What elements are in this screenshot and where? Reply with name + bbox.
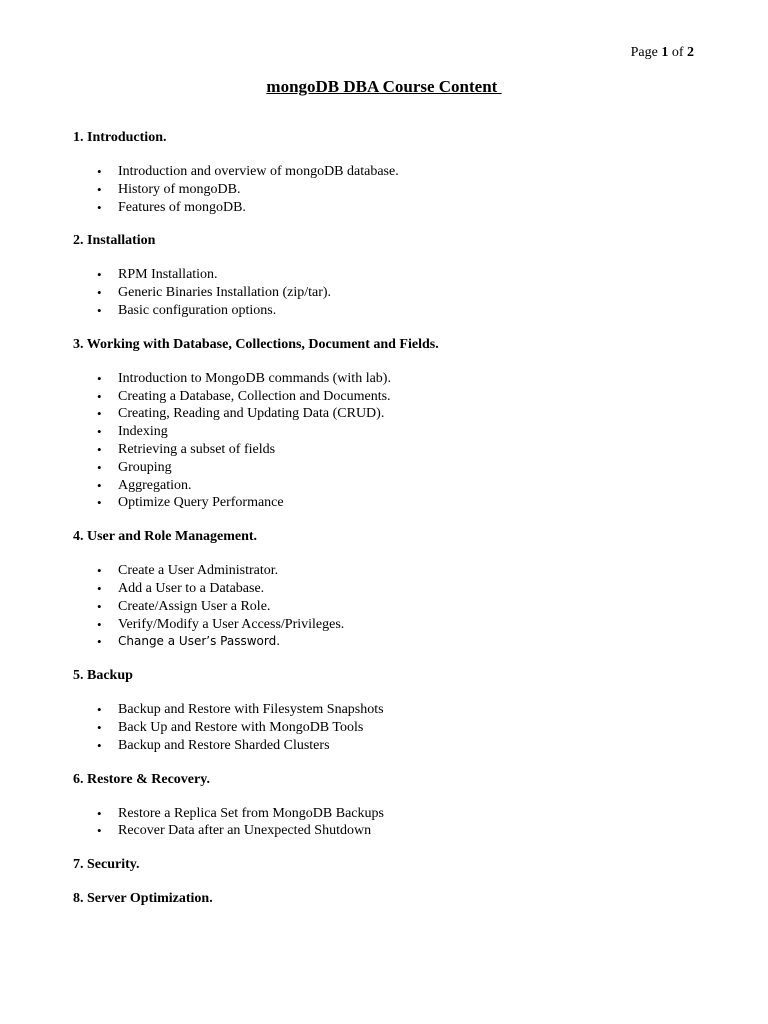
section-heading: 4. User and Role Management. bbox=[73, 529, 258, 545]
section-heading: 2. Installation bbox=[73, 233, 156, 249]
list-item-text: Change a User’s Password. bbox=[118, 634, 281, 649]
list-item bbox=[73, 477, 713, 495]
list-item-text: Backup and Restore Sharded Clusters bbox=[118, 737, 330, 753]
bullet-icon: • bbox=[97, 563, 102, 579]
bullet-icon: • bbox=[97, 459, 102, 475]
section-heading: 7. Security. bbox=[73, 857, 140, 873]
list-item bbox=[73, 459, 713, 477]
list-item bbox=[73, 199, 713, 217]
list-item bbox=[73, 737, 713, 755]
bullet-list bbox=[73, 562, 713, 651]
section-heading: 5. Backup bbox=[73, 668, 133, 684]
list-item-text: Backup and Restore with Filesystem Snapshots bbox=[118, 702, 384, 718]
list-item bbox=[73, 163, 713, 181]
bullet-icon: • bbox=[97, 388, 102, 404]
bullet-icon: • bbox=[97, 267, 102, 283]
bullet-icon: • bbox=[97, 616, 102, 632]
section-heading: 3. Working with Database, Collections, Document and Fields. bbox=[73, 336, 439, 352]
page-number bbox=[631, 44, 694, 62]
list-item-text: Features of mongoDB. bbox=[118, 199, 246, 215]
section-security bbox=[73, 856, 713, 874]
page-total: 2 bbox=[687, 45, 694, 60]
bullet-icon: • bbox=[97, 441, 102, 457]
list-item-text: History of mongoDB. bbox=[118, 181, 241, 197]
bullet-icon: • bbox=[97, 477, 102, 493]
list-item bbox=[73, 370, 713, 388]
list-item-text: Indexing bbox=[118, 424, 168, 440]
list-item-text: Generic Binaries Installation (zip/tar). bbox=[118, 285, 332, 301]
list-item bbox=[73, 441, 713, 459]
bullet-icon: • bbox=[97, 285, 102, 301]
list-item-text: Back Up and Restore with MongoDB Tools bbox=[118, 719, 364, 735]
list-item bbox=[73, 805, 713, 823]
bullet-icon: • bbox=[97, 719, 102, 735]
course-outline bbox=[73, 129, 713, 924]
bullet-icon: • bbox=[97, 199, 102, 215]
list-item-text: Recover Data after an Unexpected Shutdown bbox=[118, 823, 372, 839]
document-title-text: mongoDB DBA Course Content bbox=[266, 77, 502, 96]
section-working-with-database bbox=[73, 336, 713, 512]
list-item-text: Create/Assign User a Role. bbox=[118, 598, 271, 614]
page-of: of bbox=[671, 45, 684, 60]
list-item bbox=[73, 719, 713, 737]
bullet-list bbox=[73, 266, 713, 319]
section-heading: 6. Restore & Recovery. bbox=[73, 771, 210, 787]
section-user-role-management bbox=[73, 528, 713, 651]
bullet-list bbox=[73, 370, 713, 512]
bullet-list bbox=[73, 163, 713, 216]
list-item-text: Basic configuration options. bbox=[118, 302, 277, 318]
section-heading: 8. Server Optimization. bbox=[73, 891, 213, 907]
list-item bbox=[73, 494, 713, 512]
list-item bbox=[73, 266, 713, 284]
bullet-icon: • bbox=[97, 302, 102, 318]
list-item-text: Introduction to MongoDB commands (with lab). bbox=[118, 370, 391, 386]
list-item bbox=[73, 388, 713, 406]
section-installation bbox=[73, 232, 713, 319]
list-item bbox=[73, 580, 713, 598]
bullet-icon: • bbox=[97, 598, 102, 614]
list-item bbox=[73, 822, 713, 840]
bullet-icon: • bbox=[97, 702, 102, 718]
bullet-icon: • bbox=[97, 634, 102, 650]
list-item-text: Creating a Database, Collection and Documents. bbox=[118, 388, 391, 404]
list-item bbox=[73, 284, 713, 302]
list-item-text: Introduction and overview of mongoDB database. bbox=[118, 164, 399, 179]
list-item-text: Optimize Query Performance bbox=[118, 495, 284, 511]
list-item bbox=[73, 633, 713, 651]
list-item bbox=[73, 302, 713, 320]
bullet-icon: • bbox=[97, 370, 102, 386]
section-introduction bbox=[73, 129, 713, 216]
list-item bbox=[73, 598, 713, 616]
list-item-text: Creating, Reading and Updating Data (CRUD). bbox=[118, 406, 385, 422]
bullet-icon: • bbox=[97, 181, 102, 197]
bullet-icon: • bbox=[97, 580, 102, 596]
bullet-icon: • bbox=[97, 737, 102, 753]
section-server-optimization bbox=[73, 890, 713, 908]
bullet-icon: • bbox=[97, 805, 102, 821]
bullet-icon: • bbox=[97, 495, 102, 511]
section-heading: 1. Introduction. bbox=[73, 130, 167, 145]
list-item-text: Restore a Replica Set from MongoDB Backups bbox=[118, 805, 384, 821]
page-current: 1 bbox=[661, 45, 669, 60]
list-item bbox=[73, 423, 713, 441]
bullet-icon: • bbox=[97, 406, 102, 422]
list-item-text: Verify/Modify a User Access/Privileges. bbox=[118, 616, 345, 632]
section-backup bbox=[73, 667, 713, 754]
page-label: Page bbox=[630, 45, 658, 60]
list-item bbox=[73, 616, 713, 634]
list-item bbox=[73, 181, 713, 199]
bullet-icon: • bbox=[97, 424, 102, 440]
list-item-text: Retrieving a subset of fields bbox=[118, 441, 276, 457]
bullet-list bbox=[73, 701, 713, 754]
section-restore-recovery bbox=[73, 771, 713, 841]
bullet-icon: • bbox=[97, 164, 102, 179]
list-item bbox=[73, 701, 713, 719]
list-item-text: Add a User to a Database. bbox=[118, 580, 265, 596]
list-item-text: Grouping bbox=[118, 459, 172, 475]
list-item-text: RPM Installation. bbox=[118, 267, 218, 283]
list-item-text: Aggregation. bbox=[118, 477, 192, 493]
list-item-text: Create a User Administrator. bbox=[118, 563, 279, 579]
document-title bbox=[0, 76, 768, 98]
list-item bbox=[73, 562, 713, 580]
list-item bbox=[73, 405, 713, 423]
bullet-list bbox=[73, 805, 713, 841]
bullet-icon: • bbox=[97, 823, 102, 839]
